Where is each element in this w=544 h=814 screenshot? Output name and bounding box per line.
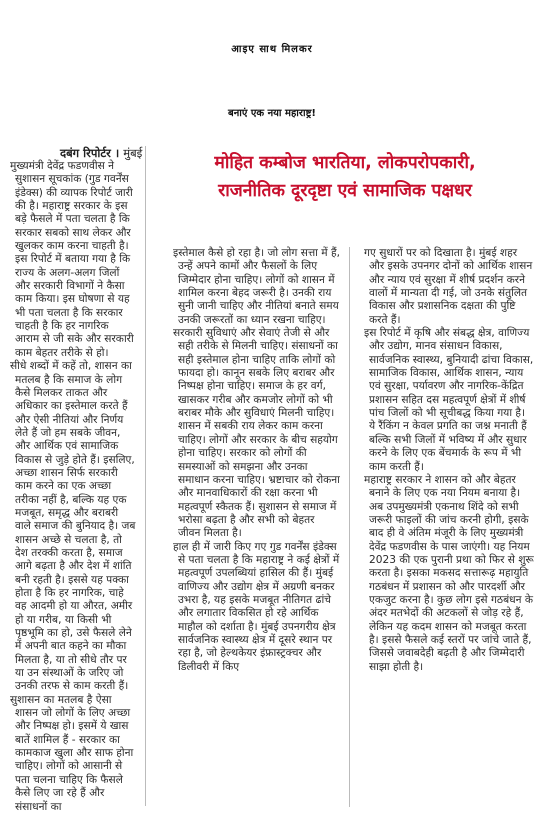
paragraph: मुख्यमंत्री देवेंद्र फडणवीस ने सुशासन सूचकांक (गुड गवर्नेंस इंडेक्स) की व्यापक रिपोर्ट जारी की है। महाराष्ट्र सरकार के इस बड़े फैसले में पता चलता है कि सरकार सबको साथ लेकर और खुलकर काम करना चाहती है। इस रिपोर्ट में बताया गया है कि राज्य के अलग-अलग जिलों और सरकारी विभागों ने कैसा काम किया। इस घोषणा से यह भी पता चलता है कि सरकार चाहती है कि हर नागरिक आराम से जी सके और सरकारी काम बेहतर तरीके से हो। (10, 160, 134, 359)
article-column-1 (10, 160, 136, 813)
byline (60, 146, 142, 161)
paragraph: सरकारी सुविधाएं और सेवाएं तेजी से और सही तरीके से मिलनी चाहिए। संसाधनों का सही इस्तेमाल होना चाहिए ताकि लोगों को फायदा हो। कानून सबके लिए बराबर और निष्पक्ष होना चाहिए। समाज के हर वर्ग, खासकर गरीब और कमजोर लोगों को भी बराबर मौके और सुविधाएं मिलनी चाहिए। शासन में सबकी राय लेकर काम करना चाहिए। लोगों और सरकार के बीच सहयोग होना चाहिए। सरकार को लोगों की समस्याओं को समझना और उनका समाधान करना चाहिए। भ्रष्टाचार को रोकना और मानवाधिकारों की रक्षा करना भी महत्वपूर्ण स्कैतक हैं। सुशासन से समाज में भरोसा बढ़ता है और सभी को बेहतर जीवन मिलता है। (173, 327, 340, 540)
paragraph: सीधे शब्दों में कहें तो, शासन का मतलब है कि समाज के लोग कैसे मिलकर ताकत और अधिकार का इस्तेमाल करते हैं और ऐसी नीतियां और निर्णय लेते हैं जो हम सबके जीवन, और आर्थिक एवं सामाजिक विकास से जुड़े होते हैं। इसलिए, अच्छा शासन सिर्फ सरकारी काम करने का एक अच्छा तरीका नहीं है, बल्कि यह एक मजबूत, समृद्ध और बराबरी वाले समाज की बुनियाद है। जब शासन अच्छे से चलता है, तो देश तरक्की करता है, समाज आगे बढ़ता है और देश में शांति बनी रहती है। इससे यह पक्का होता है कि हर नागरिक, चाहे वह आदमी हो या औरत, अमीर हो या गरीब, या किसी भी पृष्ठभूमि का हो, उसे फैसले लेने में अपनी बात कहने का मौका मिलता है, या तो सीधे तौर पर या उन संस्थाओं के जरिए जो उनकी तरफ से काम करती हैं। (10, 360, 136, 693)
article-column-3 (364, 247, 534, 807)
headline-line-2: बनाएं एक नया महाराष्ट्र! (228, 108, 316, 119)
byline-city: मुंबई (123, 146, 143, 160)
paragraph: इस रिपोर्ट में कृषि और संबद्ध क्षेत्र, वाणिज्य और उद्योग, मानव संसाधन विकास, सार्वजनिक स्वास्थ्य, बुनियादी ढांचा विकास, सामाजिक विकास, आर्थिक शासन, न्याय एवं सुरक्षा, पर्यावरण और नागरिक-केंद्रित प्रशासन सहित दस महत्वपूर्ण क्षेत्रों में शीर्ष पांच जिलों को भी सूचीबद्ध किया गया है। ये रैंकिंग न केवल प्रगति का जश्न मनाती हैं बल्कि सभी जिलों में भविष्य में और सुधार करने के लिए एक बेंचमार्क के रूप में भी काम करती हैं। (364, 327, 534, 473)
column-divider (145, 146, 146, 806)
highlight-quote (150, 149, 540, 205)
headline-line-1: आइए साथ मिलकर (231, 44, 313, 55)
paragraph: हाल ही में जारी किए गए गुड गवर्नेंस इंडेक्स से पता चलता है कि महाराष्ट्र ने कई क्षेत्रों में महत्वपूर्ण उपलब्धियां हासिल की हैं। मुंबई वाणिज्य और उद्योग क्षेत्र में अग्रणी बनकर उभरा है, यह इसके मजबूत नीतिगत ढांचे और लगातार विकसित हो रहे आर्थिक माहौल को दर्शाता है। मुंबई उपनगरीय क्षेत्र सार्वजनिक स्वास्थ्य क्षेत्र में दूसरे स्थान पर रहा है, जो हेल्थकेयर इंफ्रास्ट्रक्चर और डिलीवरी में किए (173, 540, 340, 673)
article-column-2 (173, 247, 340, 807)
byline-separator: । (114, 146, 120, 160)
highlight-line-1: मोहित कम्बोज भारतिया, लोकपरोपकारी, (214, 153, 476, 173)
paragraph: सुशासन का मतलब है ऐसा शासन जो लोगों के लिए अच्छा और निष्पक्ष हो। इसमें ये खास बातें शामिल हैं - सरकार का कामकाज खुला और साफ होना चाहिए। लोगों को आसानी से पता चलना चाहिए कि फैसले कैसे लिए जा रहे हैं और संसाधनों का (10, 693, 134, 813)
paragraph: महाराष्ट्र सरकार ने शासन को और बेहतर बनाने के लिए एक नया नियम बनाया है। अब उपमुख्यमंत्री एकनाथ शिंदे को सभी जरूरी फाइलों की जांच करनी होगी, इसके बाद ही वे अंतिम मंजूरी के लिए मुख्यमंत्री देवेंद्र फडणवीस के पास जाएंगी। यह नियम 2023 की एक पुरानी प्रथा को फिर से शुरू करता है। इसका मकसद सत्तारूढ़ महायुति गठबंधन में प्रशासन को और पारदर्शी और एकजुट करना है। कुछ लोग इसे गठबंधन के अंदर मतभेदों की अटकलों से जोड़ रहे हैं, लेकिन यह कदम शासन को मजबूत करता है। इससे फैसले कई स्तरों पर जांचे जाते हैं, जिससे जवाबदेही बढ़ती है और जिम्मेदारी साझा होती है। (364, 473, 534, 673)
column-divider (349, 247, 350, 807)
paragraph: इस्तेमाल कैसे हो रहा है। जो लोग सत्ता में हैं, उन्हें अपने कामों और फैसलों के लिए जिम्मेदार होना चाहिए। लोगों को शासन में शामिल करना बेहद जरूरी है। उनकी राय सुनी जानी चाहिए और नीतियां बनाते समय उनकी जरूरतों का ध्यान रखना चाहिए। (173, 247, 340, 326)
paragraph: गए सुधारों पर को दिखाता है। मुंबई शहर और इसके उपनगर दोनों को आर्थिक शासन और न्याय एवं सुरक्षा में शीर्ष प्रदर्शन करने वालों में मान्यता दी गई, जो उनके संतुलित विकास और प्रशासनिक दक्षता की पुष्टि करते हैं। (364, 247, 533, 326)
byline-reporter: दबंग रिपोर्टर (60, 146, 111, 160)
highlight-line-2: राजनीतिक दूरदृष्टा एवं सामाजिक पक्षधर (218, 181, 472, 201)
